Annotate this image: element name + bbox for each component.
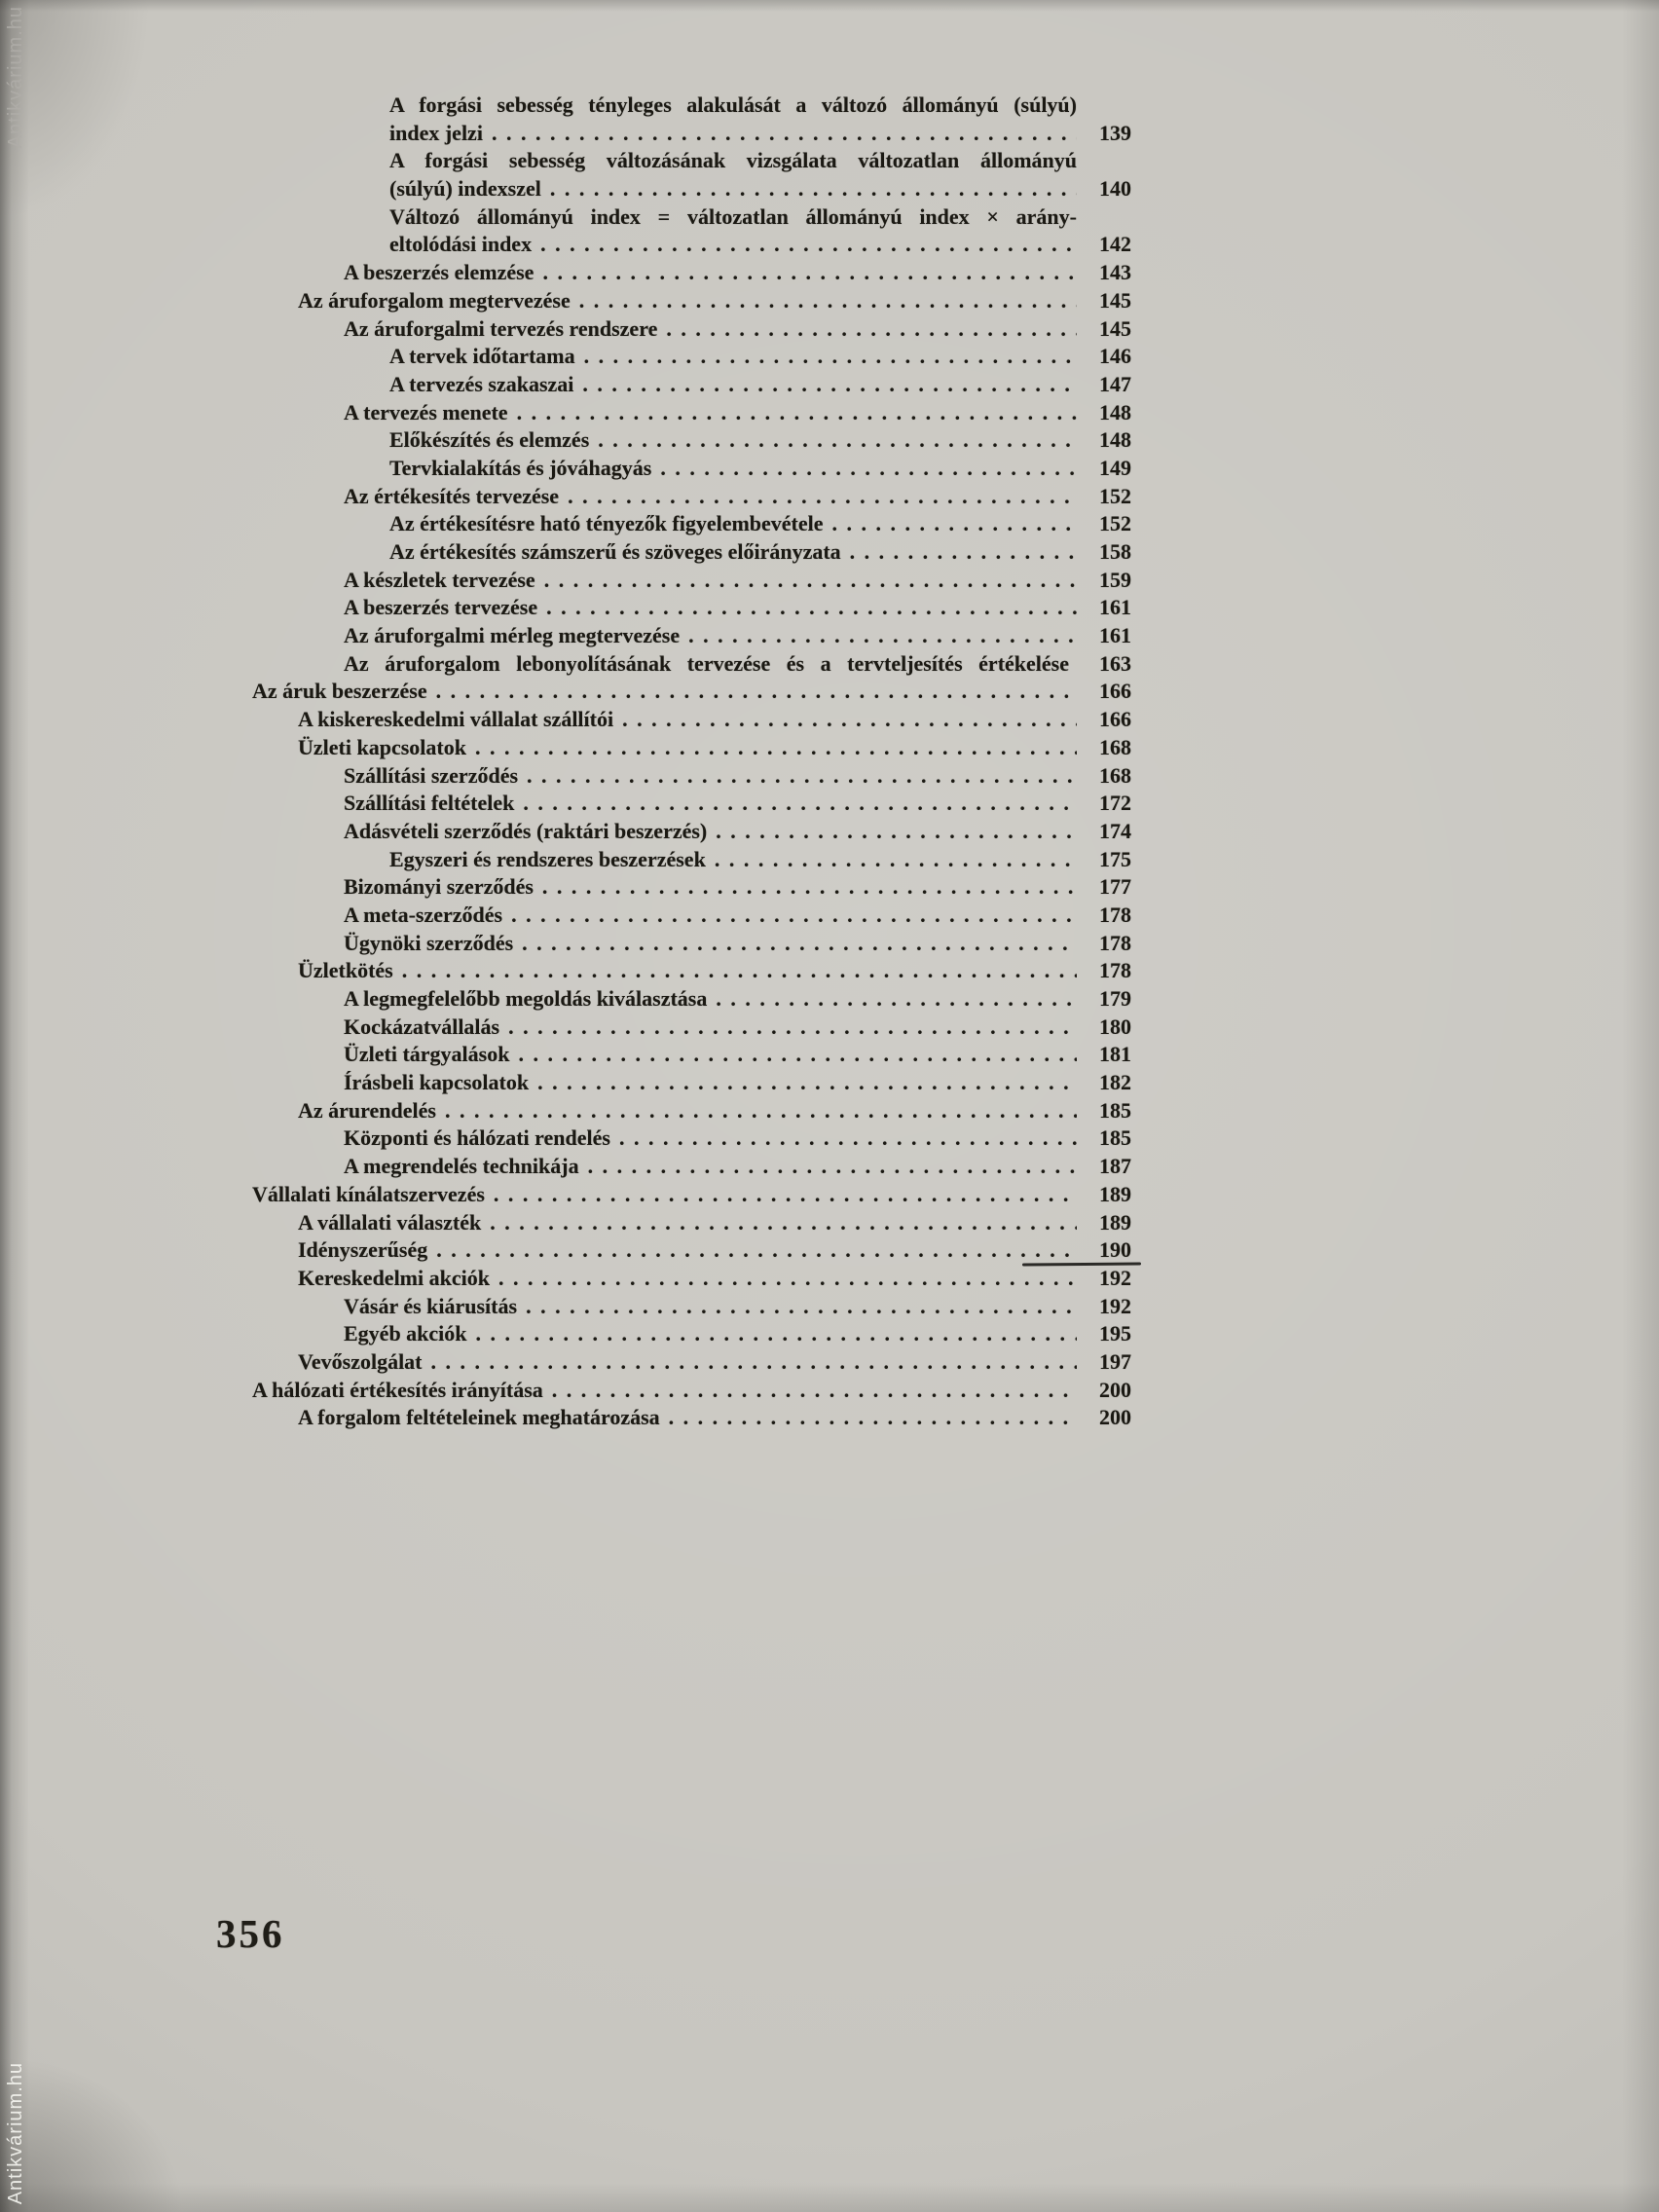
toc-entry	[252, 930, 1131, 958]
toc-entry	[252, 1377, 1131, 1405]
toc-entry-title: Egyéb akciók	[344, 1321, 467, 1346]
toc-entry-title: Az árurendelés	[298, 1097, 436, 1123]
toc-entry-title: (súlyú) indexszel	[389, 176, 541, 202]
dot-leader	[436, 678, 1077, 706]
toc-entry-page-number: 152	[1099, 511, 1131, 536]
toc-entry-title: Idényszerűség	[298, 1237, 428, 1263]
dot-leader	[579, 287, 1077, 315]
toc-entry	[252, 650, 1131, 679]
toc-entry-title: A tervezés menete	[344, 399, 508, 424]
dot-leader	[669, 1404, 1077, 1432]
toc-entry-title: A forgási sebesség változásának vizsgálata változatlan állományú	[389, 148, 1077, 173]
toc-entry	[252, 510, 1131, 538]
toc-entry	[252, 790, 1131, 818]
toc-entry-title: Az értékesítés tervezése	[344, 483, 560, 508]
toc-entry	[252, 315, 1131, 344]
toc-entry-title: Üzleti kapcsolatok	[298, 734, 466, 759]
watermark-top: Antikvárium.hu	[5, 6, 26, 149]
dot-leader	[544, 567, 1077, 595]
toc-entry-page-number: 148	[1099, 427, 1131, 453]
toc-entry-title: Az áruforgalom megtervezése	[298, 287, 571, 313]
toc-entry-page-number: 168	[1099, 762, 1131, 788]
toc-entry	[252, 455, 1131, 483]
toc-entry-page-number: 142	[1099, 232, 1131, 257]
dot-leader	[511, 902, 1077, 930]
toc-entry-page-number: 192	[1099, 1293, 1131, 1318]
toc-entry-page-number: 182	[1099, 1070, 1131, 1095]
toc-entry-title: Ügynöki szerződés	[344, 930, 514, 955]
toc-entry-page-number: 152	[1099, 483, 1131, 508]
toc-entry-page-number: 168	[1099, 734, 1131, 759]
dot-leader	[522, 930, 1077, 958]
toc-entry	[252, 483, 1131, 511]
toc-entry-page-number: 161	[1099, 623, 1131, 648]
dot-leader	[598, 426, 1077, 455]
dot-leader	[436, 1236, 1077, 1265]
toc-entry-title: Kockázatvállalás	[344, 1014, 500, 1039]
toc-entry-title: A beszerzés elemzése	[344, 260, 535, 285]
dot-leader	[546, 594, 1077, 622]
dot-leader	[527, 762, 1077, 791]
table-of-contents	[252, 92, 1131, 1432]
toc-entry-page-number: 192	[1099, 1265, 1131, 1290]
dot-leader	[431, 1348, 1077, 1377]
dot-leader	[542, 259, 1077, 287]
toc-entry-title: Adásvételi szerződés (raktári beszerzés)	[344, 818, 708, 843]
dot-leader	[716, 818, 1077, 846]
toc-entry-title: A forgási sebesség tényleges alakulását a változó állományú (súlyú)	[389, 92, 1077, 117]
dot-leader	[490, 1209, 1077, 1237]
toc-entry-page-number: 190	[1099, 1237, 1131, 1263]
toc-entry	[252, 92, 1131, 120]
toc-entry-title: Az értékesítés számszerű és szöveges előirányzata	[389, 539, 841, 564]
toc-entry	[252, 259, 1131, 287]
toc-entry-page-number: 149	[1099, 455, 1131, 480]
toc-entry	[252, 762, 1131, 791]
toc-entry-title: Bizományi szerződés	[344, 874, 534, 900]
toc-entry-title: A kiskereskedelmi vállalat szállítói	[298, 707, 614, 732]
toc-entry-page-number: 139	[1099, 120, 1131, 145]
toc-entry	[252, 1124, 1131, 1153]
watermark-bottom: Antikvárium.hu	[5, 2061, 26, 2204]
dot-leader	[518, 1041, 1077, 1069]
toc-entry	[252, 1320, 1131, 1348]
dot-leader	[523, 790, 1077, 818]
toc-entry-title: Az áruforgalmi tervezés rendszere	[344, 315, 658, 341]
toc-entry-page-number: 166	[1099, 679, 1131, 704]
dot-leader	[552, 1377, 1077, 1405]
toc-entry	[252, 1153, 1131, 1181]
toc-entry	[252, 818, 1131, 846]
toc-entry-title: A megrendelés technikája	[344, 1154, 579, 1179]
toc-entry-title: A legmegfelelőbb megoldás kiválasztása	[344, 986, 708, 1011]
toc-entry	[252, 231, 1131, 259]
toc-entry	[252, 120, 1131, 148]
toc-entry-title: Vevőszolgálat	[298, 1348, 423, 1374]
toc-entry	[252, 985, 1131, 1014]
toc-entry	[252, 1069, 1131, 1097]
toc-entry	[252, 1293, 1131, 1321]
toc-entry-page-number: 140	[1099, 176, 1131, 202]
toc-entry-page-number: 179	[1099, 986, 1131, 1011]
toc-entry-page-number: 143	[1099, 260, 1131, 285]
toc-entry	[252, 1041, 1131, 1069]
toc-entry-page-number: 166	[1099, 707, 1131, 732]
toc-entry	[252, 622, 1131, 650]
dot-leader	[476, 1320, 1077, 1348]
toc-entry-title: A tervezés szakaszai	[389, 371, 574, 396]
toc-entry-page-number: 178	[1099, 958, 1131, 983]
toc-entry-title: A készletek tervezése	[344, 567, 535, 592]
toc-entry-page-number: 163	[1099, 650, 1131, 676]
toc-entry-page-number: 189	[1099, 1209, 1131, 1235]
toc-entry-page-number: 148	[1099, 399, 1131, 424]
toc-entry-title: Az értékesítésre ható tényezők figyelembevétele	[389, 511, 824, 536]
toc-entry-title: Az áruforgalom lebonyolításának tervezése és a tervteljesítés értékelése	[344, 650, 1069, 676]
toc-entry-page-number: 177	[1099, 874, 1131, 900]
toc-entry	[252, 1236, 1131, 1265]
toc-entry	[252, 175, 1131, 203]
toc-entry	[252, 734, 1131, 762]
toc-entry-page-number: 200	[1099, 1405, 1131, 1430]
toc-entry-page-number: 195	[1099, 1321, 1131, 1346]
dot-leader	[568, 483, 1077, 511]
toc-entry-title: Előkészítés és elemzés	[389, 427, 590, 453]
toc-entry	[252, 1181, 1131, 1209]
dot-leader	[508, 1014, 1077, 1042]
toc-entry-page-number: 172	[1099, 791, 1131, 816]
toc-entry-title: Szállítási feltételek	[344, 791, 515, 816]
dot-leader	[540, 231, 1077, 259]
toc-entry-title: Üzletkötés	[298, 958, 393, 983]
toc-entry	[252, 1265, 1131, 1293]
toc-entry-page-number: 178	[1099, 902, 1131, 927]
toc-entry-title: A beszerzés tervezése	[344, 595, 538, 620]
dot-leader	[542, 873, 1077, 902]
toc-entry-title: A hálózati értékesítés irányítása	[252, 1377, 543, 1402]
toc-entry-title: A forgalom feltételeinek meghatározása	[298, 1405, 660, 1430]
toc-entry-page-number: 187	[1099, 1154, 1131, 1179]
dot-leader	[850, 538, 1077, 567]
toc-entry-page-number: 180	[1099, 1014, 1131, 1039]
dot-leader	[666, 315, 1077, 344]
toc-entry-title: Üzleti tárgyalások	[344, 1042, 510, 1067]
toc-entry-page-number: 175	[1099, 846, 1131, 871]
toc-entry	[252, 1097, 1131, 1125]
toc-entry-title: A meta-szerződés	[344, 902, 503, 927]
toc-entry-page-number: 174	[1099, 818, 1131, 843]
toc-entry	[252, 1404, 1131, 1432]
toc-entry-title: Szállítási szerződés	[344, 762, 519, 788]
toc-entry-title: Vállalati kínálatszervezés	[252, 1181, 485, 1206]
dot-leader	[715, 846, 1077, 874]
toc-entry	[252, 902, 1131, 930]
dot-leader	[517, 399, 1077, 427]
toc-entry	[252, 538, 1131, 567]
dot-leader	[526, 1293, 1077, 1321]
dot-leader	[619, 1124, 1077, 1153]
toc-entry-page-number: 159	[1099, 567, 1131, 592]
dot-leader	[660, 455, 1077, 483]
toc-entry-title: A vállalati választék	[298, 1209, 482, 1235]
dot-leader	[622, 706, 1077, 734]
toc-entry-page-number: 197	[1099, 1348, 1131, 1374]
dot-leader	[494, 1181, 1077, 1209]
toc-entry-title: Egyszeri és rendszeres beszerzések	[389, 846, 706, 871]
dot-leader	[550, 175, 1077, 203]
toc-entry	[252, 678, 1131, 706]
toc-entry	[252, 343, 1131, 371]
toc-entry-page-number: 146	[1099, 344, 1131, 369]
toc-entry	[252, 1209, 1131, 1237]
toc-entry-title: Írásbeli kapcsolatok	[344, 1070, 530, 1095]
toc-entry	[252, 399, 1131, 427]
toc-entry-page-number: 147	[1099, 371, 1131, 396]
toc-entry	[252, 287, 1131, 315]
toc-entry	[252, 846, 1131, 874]
toc-entry-title: Központi és hálózati rendelés	[344, 1125, 610, 1151]
toc-entry-page-number: 158	[1099, 539, 1131, 564]
dot-leader	[402, 957, 1077, 985]
toc-entry	[252, 203, 1131, 232]
toc-entry-page-number: 189	[1099, 1181, 1131, 1206]
dot-leader	[475, 734, 1077, 762]
toc-entry-page-number: 178	[1099, 930, 1131, 955]
toc-entry	[252, 1348, 1131, 1377]
toc-entry	[252, 873, 1131, 902]
dot-leader	[492, 120, 1077, 148]
toc-entry-title: index jelzi	[389, 120, 483, 145]
toc-entry	[252, 371, 1131, 399]
toc-entry	[252, 567, 1131, 595]
toc-entry-page-number: 200	[1099, 1377, 1131, 1402]
toc-entry-page-number: 145	[1099, 287, 1131, 313]
dot-leader	[584, 343, 1077, 371]
toc-entry-title: Kereskedelmi akciók	[298, 1265, 490, 1290]
toc-entry-title: Változó állományú index = változatlan állományú index × arány-	[389, 203, 1077, 229]
toc-entry-page-number: 145	[1099, 315, 1131, 341]
toc-entry-page-number: 181	[1099, 1042, 1131, 1067]
dot-leader	[832, 510, 1077, 538]
toc-entry-title: Az áruforgalmi mérleg megtervezése	[344, 623, 681, 648]
dot-leader	[537, 1069, 1077, 1097]
toc-entry-title: eltolódási index	[389, 232, 533, 257]
toc-entry-page-number: 185	[1099, 1097, 1131, 1123]
toc-entry-title: Tervkialakítás és jóváhagyás	[389, 455, 652, 480]
dot-leader	[716, 985, 1077, 1014]
toc-entry-page-number: 161	[1099, 595, 1131, 620]
dot-leader	[445, 1097, 1077, 1125]
toc-entry-title: A tervek időtartama	[389, 344, 575, 369]
toc-entry	[252, 1014, 1131, 1042]
page-number: 356	[216, 1911, 285, 1956]
toc-entry	[252, 706, 1131, 734]
toc-entry	[252, 426, 1131, 455]
dot-leader	[582, 371, 1077, 399]
toc-entry	[252, 147, 1131, 175]
toc-entry	[252, 957, 1131, 985]
toc-entry-page-number: 185	[1099, 1125, 1131, 1151]
dot-leader	[498, 1265, 1077, 1293]
toc-entry-title: Az áruk beszerzése	[252, 679, 427, 704]
dot-leader	[688, 622, 1077, 650]
toc-entry	[252, 594, 1131, 622]
dot-leader	[588, 1153, 1077, 1181]
toc-entry-title: Vásár és kiárusítás	[344, 1293, 518, 1318]
